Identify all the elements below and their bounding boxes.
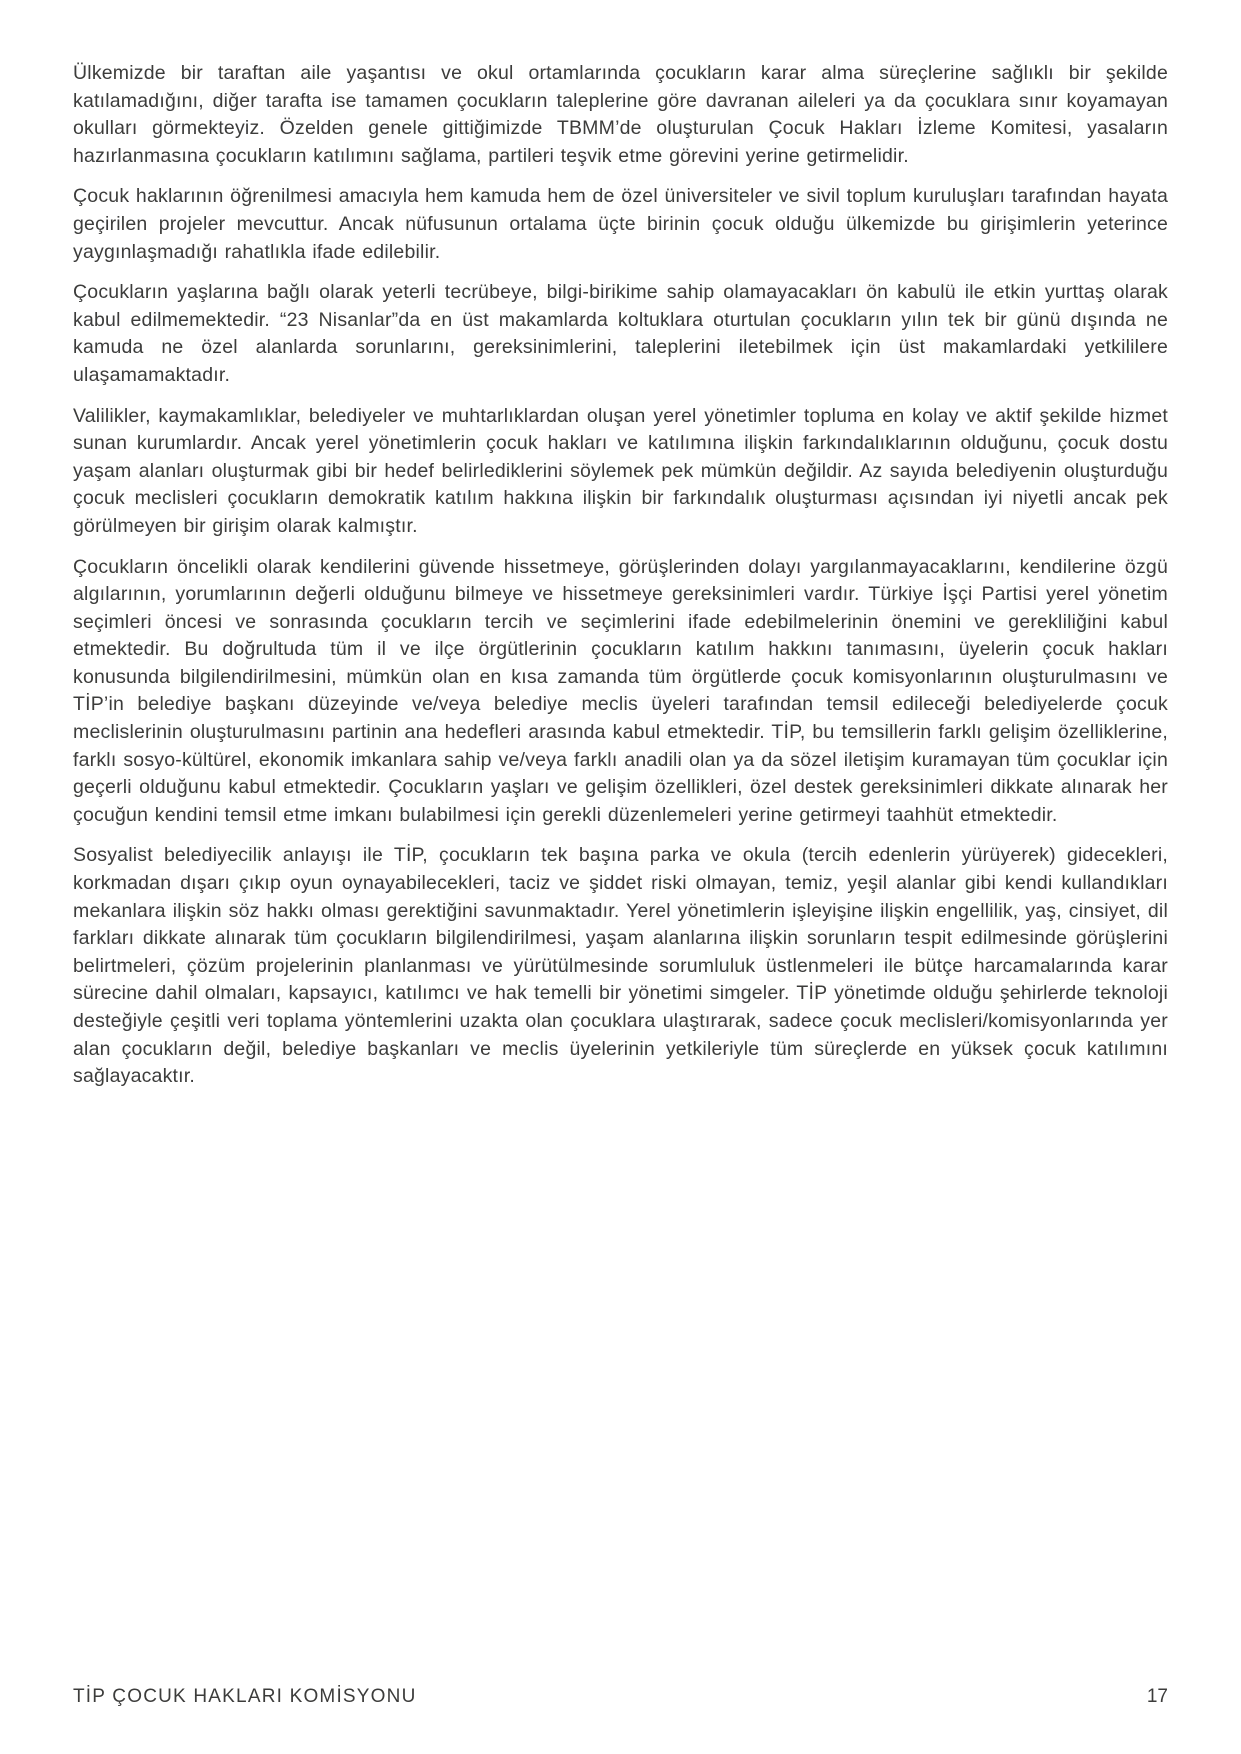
paragraph-4: Valilikler, kaymakamlıklar, belediyeler ve muhtarlıklardan oluşan yerel yönetimler topluma en kolay ve aktif şekilde hizmet sunan kurumlardır. Ancak yerel yönetimlerin çocuk hakları ve katılımına ilişkin farkındalıklarının olduğunu, çocuk dostu yaşam alanları oluşturmak gibi bir hedef belirlediklerini söylemek pek mümkün değildir. Az sayıda belediyenin oluşturduğu çocuk meclisleri çocukların demokratik katılım hakkına ilişkin bir farkındalık oluşturması açısından iyi niyetli ancak pek görülmeyen bir girişim olarak kalmıştır. [73, 404, 1168, 537]
paragraph-6: Sosyalist belediyecilik anlayışı ile TİP, çocukların tek başına parka ve okula (tercih edenlerin yürüyerek) gidecekleri, korkmadan dışarı çıkıp oyun oynayabilecekleri, taciz ve şiddet riski olmayan, temiz, yeşil alanlar gibi kendi kullandıkları mekanlara ilişkin söz hakkı olması gerektiğini savunmaktadır. Yerel yönetimlerin işleyişine ilişkin engellilik, yaş, cinsiyet, dil farkları dikkate alınarak tüm çocukların bilgilendirilmesi, yaşam alanlarına ilişkin sorunların tespit edilmesinde görüşlerini belirtmeleri, çözüm projelerinin planlanması ve yürütülmesinde sorumluluk üstlenmeleri ile bütçe harcamalarında karar sürecine dahil olmaları, kapsayıcı, katılımcı ve hak temelli bir yönetimi simgeler. TİP yönetimde olduğu şehirlerde teknoloji desteğiyle çeşitli veri toplama yöntemlerini uzakta olan çocuklara ulaştırarak, sadece çocuk meclisleri/komisyonlarında yer alan çocukların değil, belediye başkanları ve meclis üyelerinin yetkileriyle tüm süreçlerde en yüksek çocuk katılımını sağlayacaktır. [73, 844, 1168, 1088]
paragraph-1: Ülkemizde bir taraftan aile yaşantısı ve okul ortamlarında çocukların karar alma süreçlerine sağlıklı bir şekilde katılamadığını, diğer tarafta ise tamamen çocukların taleplerine göre davranan aileleri ya da çocuklara sınır koyamayan okulları görmekteyiz. Özelden genele gittiğimizde TBMM’de oluşturulan Çocuk Hakları İzleme Komitesi, yasaların hazırlanmasına çocukların katılımını sağlama, partileri teşvik etme görevini yerine getirmelidir. [73, 62, 1168, 167]
page-number: 17 [1146, 1686, 1168, 1707]
paragraph-3: Çocukların yaşlarına bağlı olarak yeterli tecrübeye, bilgi-birikime sahip olamayacakları ön kabulü ile etkin yurttaş olarak kabul edilmemektedir. “23 Nisanlar”da en üst makamlarda koltuklara oturtulan çocukların yılın tek bir günü dışında ne kamuda ne özel alanlarda sorunlarını, gereksinimlerini, taleplerini iletebilmek için üst makamlardaki yetkililere ulaşamamaktadır. [73, 281, 1168, 386]
page-content [73, 60, 1168, 1104]
footer-title: TİP ÇOCUK HAKLARI KOMİSYONU [73, 1686, 417, 1707]
paragraph-5: Çocukların öncelikli olarak kendilerini güvende hissetmeye, görüşlerinden dolayı yargılanmayacaklarını, kendilerine özgü algılarının, yorumlarının değerli olduğunu bilmeye ve hissetmeye gereksinimleri vardır. Türkiye İşçi Partisi yerel yönetim seçimleri öncesi ve sonrasında çocukların tercih ve seçimlerini ifade edebilmelerinin önemini ve gerekliliğini kabul etmektedir. Bu doğrultuda tüm il ve ilçe örgütlerinin çocukların katılım hakkını tanımasını, üyelerin çocuk hakları konusunda bilgilendirilmesini, mümkün olan en kısa zamanda tüm örgütlerde çocuk komisyonlarının oluşturulmasını ve TİP’in belediye başkanı düzeyinde ve/veya belediye meclis üyeleri tarafından temsil edileceği belediyelerde çocuk meclislerinin oluşturulmasını partinin ana hedefleri arasında kabul etmektedir. TİP, bu temsillerin farklı gelişim özelliklerine, farklı sosyo-kültürel, ekonomik imkanlara sahip ve/veya farklı anadili olan ya da sözel iletişim kuramayan tüm çocuklar için geçerli olduğunu kabul etmektedir. Çocukların yaşları ve gelişim özellikleri, özel destek gereksinimleri dikkate alınarak her çocuğun kendini temsil etme imkanı bulabilmesi için gerekli düzenlemeleri yerine getirmeyi taahhüt etmektedir. [73, 555, 1168, 826]
page-footer [73, 1686, 1168, 1708]
paragraph-2: Çocuk haklarının öğrenilmesi amacıyla hem kamuda hem de özel üniversiteler ve sivil toplum kuruluşları tarafından hayata geçirilen projeler mevcuttur. Ancak nüfusunun ortalama üçte birinin çocuk olduğu ülkemizde bu girişimlerin yeterince yaygınlaşmadığı rahatlıkla ifade edilebilir. [73, 185, 1168, 263]
